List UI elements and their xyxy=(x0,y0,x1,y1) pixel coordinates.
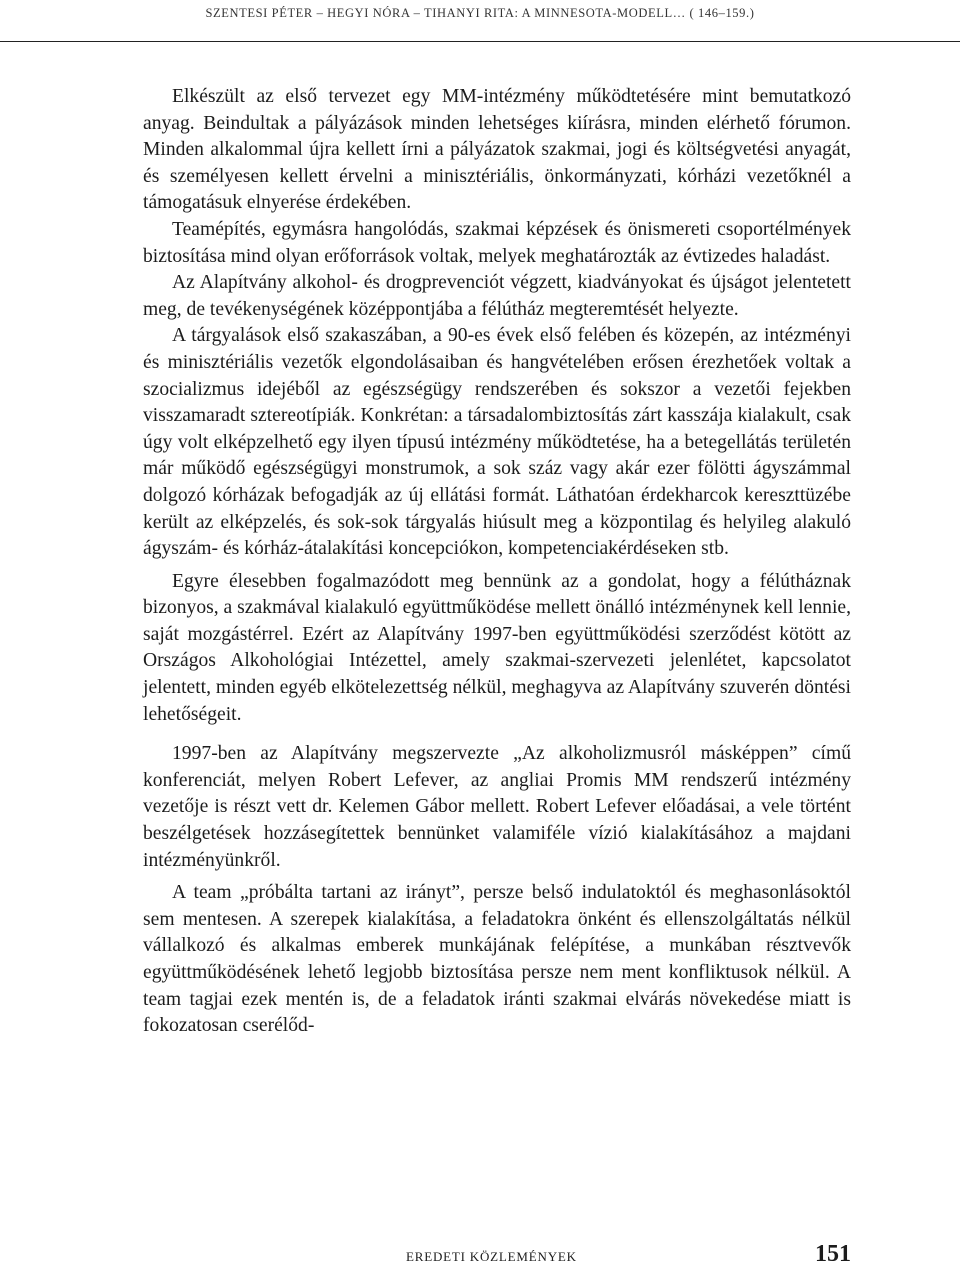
paragraph-negotiations: A tárgyalások első szakaszában, a 90-es évek első felében és közepén, az intézményi és minisztériális vezetők elgondolásaiban és hangvételében erősen érezhetőek voltak a szocializmus idejéből az egészségügy rendszerében és sokszor a vezetői fejekben visszamaradt sztereotípiák. Konkrétan: a társadalombiztosítás zárt kasszája kialakult, csak úgy volt elképzelhető egy ilyen típusú intézmény működtetése, ha a betegellátás területén már működő egészségügyi monstrumok, a sok száz vagy akár ezer fölötti ágyszámmal dolgozó kórházak befogadják az új ellátási formát. Láthatóan érdekharcok kereszttüzébe került az elképzelés, és sok-sok tárgyalás hiúsult meg a központilag és helyileg alakuló ágyszám- és kórház-átalakítási koncepciókon, kompetenciakérdéseken stb. xyxy=(143,325,851,560)
article-body xyxy=(143,84,851,1040)
paragraph-first-draft: Elkészült az első tervezet egy MM-intézmény működtetésére mint bemutatkozó anyag. Beindultak a pályázások minden lehetséges kiírásra, minden elérhető fórumon. Minden alkalommal újra kellett írni a pályázatok szakmai, jogi és költségvetési anyagát, és személyesen kellett érvelni a minisztériális, önkormányzati, kórházi vezetőknél a támogatásuk elnyerése érdekében. xyxy=(143,86,851,214)
paragraph-team-direction: A team „próbálta tartani az irányt”, persze belső indulatoktól és meghasonlásoktól sem mentesen. A szerepek kialakítása, a feladatokra önként és ellenszolgáltatás nélkül vállalkozó és alkalmas emberek munkájának felépítése, a munkában résztvevők együttműködésének lehető legjobb biztosítása persze nem ment konfliktusok nélkül. A team tagjai ezek mentén is, de a feladatok iránti szakmai elvárás növekedése miatt is fokozatosan cserélőd- xyxy=(143,882,851,1037)
paragraph-foundation-prevention: Az Alapítvány alkohol- és drogprevenciót végzett, kiadványokat és újságot jelentetett meg, de tevékenységének középpontjába a félútház megteremtését helyezte. xyxy=(143,272,851,320)
paragraph-team-building: Teamépítés, egymásra hangolódás, szakmai képzések és önismereti csoportélmények biztosítása mind olyan erőforrások voltak, melyek meghatározták az évtizedes haladást. xyxy=(143,218,851,267)
paragraph-conference-1997: 1997-ben az Alapítvány megszervezte „Az alkoholizmusról másképpen” című konferenciát, melyen Robert Lefever, az angliai Promis MM rendszerű intézmény vezetője is részt vett dr. Kelemen Gábor mellett. Robert Lefever előadásai, a vele történt beszélgetések hozzásegítettek bennünket valamiféle vízió kialakításához a majdani intézményünkről. xyxy=(143,743,851,871)
page-number: 151 xyxy=(815,1241,851,1267)
paragraph-independent-institution: Egyre élesebben fogalmazódott meg bennünk az a gondolat, hogy a félútháznak bizonyos, a szakmával kialakuló együttműködése mellett önálló intézménynek kell lennie, saját mozgástérrel. Ezért az Alapítvány 1997-ben együttműködési szerződést kötött az Országos Alkohológiai Intézettel, amely szakmai-szervezeti jelenlétet, kapcsolatot jelentett, minden egyéb elkötelezettség nélkül, meghagyva az Alapítvány szuverén döntési lehetőségeit. xyxy=(143,570,851,725)
page-footer xyxy=(0,1241,960,1271)
running-head: SZENTESI PÉTER – HEGYI NÓRA – TIHANYI RITA: A MINNESOTA-MODELL… ( 146–159.) xyxy=(205,6,755,20)
section-label: EREDETI KÖZLEMÉNYEK xyxy=(406,1249,577,1264)
header-rule xyxy=(0,41,960,42)
